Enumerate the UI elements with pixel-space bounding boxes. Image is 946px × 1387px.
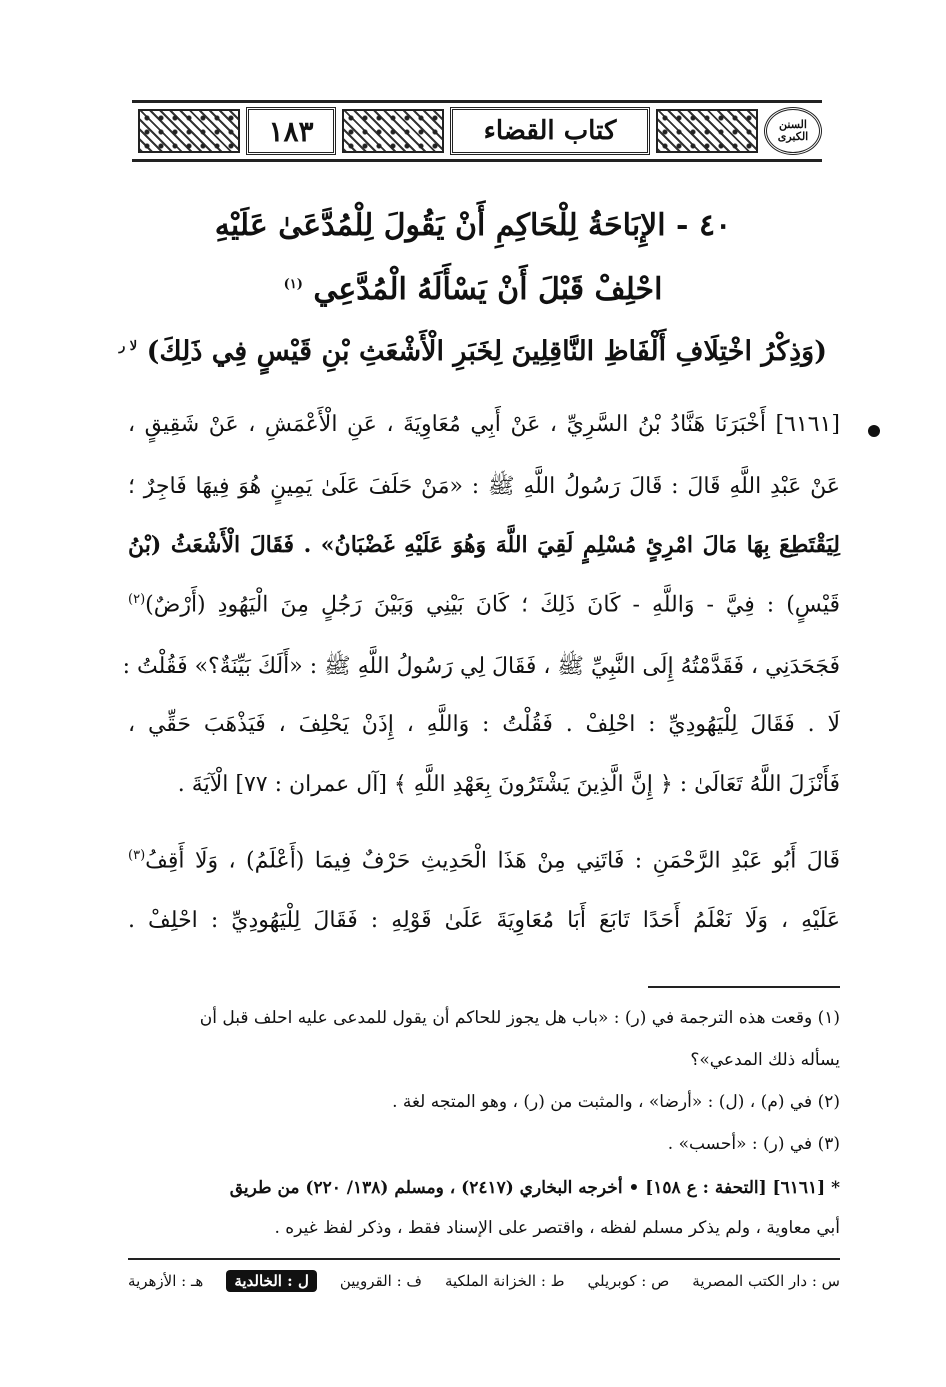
hadith-line xyxy=(128,592,840,617)
legend-item: ط : الخزانة الملكية xyxy=(444,1272,565,1290)
footnote-separator xyxy=(648,986,840,988)
hadith-bullet xyxy=(868,425,880,437)
legend-separator xyxy=(128,1258,840,1260)
page-header xyxy=(132,100,822,162)
legend-item: هـ : الأزهرية xyxy=(128,1272,204,1290)
hadith-line: لِيَقْتَطِعَ بِهَا مَالَ امْرِئٍ مُسْلِمٍ لَقِيَ اللَّهَ وَهُوَ عَلَيْهِ غَضْبَانُ» . فَقَالَ الْأَشْعَثُ (بْنُ xyxy=(128,532,840,558)
chapter-title-line-1: ٤٠ - الإِبَاحَةُ لِلْحَاكِمِ أَنْ يَقُولَ لِلْمُدَّعَىٰ عَلَيْهِ xyxy=(214,208,732,243)
legend-item: ف : القرويين xyxy=(339,1272,422,1290)
chapter-title-line-3 xyxy=(100,336,846,367)
takhrij-line-2: أبي معاوية ، ولم يذكر مسلم لفظه ، واقتصر على الإسناد فقط ، وذكر لفظ غيره . xyxy=(274,1218,840,1238)
chapter-subtitle-text: (وَذِكْرُ اخْتِلَافِ أَلْفَاظِ النَّاقِلِينَ لِخَبَرِ الْأَشْعَثِ بْنِ قَيْسٍ فِي ذَلِكَ) xyxy=(146,336,827,367)
manuscript-legend xyxy=(128,1264,840,1298)
takhrij-line-1: * [٦١٦١] [التحفة : ع ١٥٨] • أخرجه البخاري (٢٤١٧) ، ومسلم (١٣٨/ ٢٢٠) من طريق xyxy=(229,1178,840,1198)
commentary-line-text: قَالَ أَبُو عَبْدِ الرَّحْمَنِ : فَاتَنِي مِنْ هَذَا الْحَدِيثِ حَرْفٌ فِيمَا (أَعْلَمُ) ، وَلَا أَقِفُ xyxy=(145,848,840,874)
legend-item-highlighted: ل : الخالدية xyxy=(226,1270,317,1292)
footnote-1: (١) وقعت هذه الترجمة في (ر) : «باب هل يجوز للحاكم أن يقول للمدعى عليه احلف قبل أن xyxy=(199,1008,840,1028)
header-ornament xyxy=(138,109,240,153)
hadith-line: لَا . فَقَالَ لِلْيَهُودِيِّ : احْلِفْ . فَقُلْتُ : وَاللَّهِ ، إِذَنْ يَحْلِفَ ، فَيَذْهَبَ حَقِّي ، xyxy=(128,712,840,737)
hadith-line: فَجَحَدَنِي ، فَقَدَّمْتُهُ إِلَى النَّبِيِّ ﷺ ، فَقَالَ لِي رَسُولُ اللَّهِ ﷺ : «أَلَكَ بَيِّنَةٌ؟» فَقُلْتُ : xyxy=(122,654,840,679)
book-title: كتاب القضاء xyxy=(450,107,650,155)
footnote-3: (٣) في (ر) : «أحسب» . xyxy=(667,1134,840,1154)
hadith-line: فَأَنْزَلَ اللَّهُ تَعَالَىٰ : ﴿ إِنَّ الَّذِينَ يَشْتَرُونَ بِعَهْدِ اللَّهِ ﴾ [آل عمران : ٧٧] الْآيَةَ . xyxy=(177,772,840,797)
footnote-ref-1: (١) xyxy=(283,277,303,292)
legend-item: ص : كوبريلي xyxy=(587,1272,670,1290)
commentary-line: عَلَيْهِ ، وَلَا نَعْلَمُ أَحَدًا تَابَعَ أَبَا مُعَاوِيَةَ عَلَىٰ قَوْلِهِ : فَقَالَ لِلْيَهُودِيِّ : احْلِفْ . xyxy=(128,908,840,933)
manuscript-mark: لا ر xyxy=(119,339,138,354)
footnote-ref-3: (٣) xyxy=(128,848,146,863)
footnote-ref-2: (٢) xyxy=(128,592,146,607)
header-ornament xyxy=(656,109,758,153)
footnote-2: (٢) في (م) ، (ل) : «أرضا» ، والمثبت من (ر) ، وهو المتجه لغة . xyxy=(392,1092,840,1112)
hadith-line-text: قَيْسٍ) : فِيَّ - وَاللَّهِ - كَانَ ذَلِكَ ؛ كَانَ بَيْنِي وَبَيْنَ رَجُلٍ مِنَ الْيَهُودِ (أَرْضٌ) xyxy=(145,592,840,618)
commentary-line xyxy=(128,848,840,873)
footnote-1-continued: يسأله ذلك المدعي»؟ xyxy=(690,1050,840,1070)
book-emblem-logo: السنن الكبرى xyxy=(764,107,822,155)
chapter-title-line-2-text: احْلِفْ قَبْلَ أَنْ يَسْأَلَهُ الْمُدَّعِي xyxy=(313,272,663,307)
hadith-line: [٦١٦١] أَخْبَرَنَا هَنَّادُ بْنُ السَّرِيِّ ، عَنْ أَبِي مُعَاوِيَةَ ، عَنِ الْأَعْمَشِ ، عَنْ شَقِيقٍ ، xyxy=(128,412,840,437)
page-number: ١٨٣ xyxy=(246,107,336,155)
legend-item: س : دار الكتب المصرية xyxy=(692,1272,840,1290)
hadith-line: عَنْ عَبْدِ اللَّهِ قَالَ : قَالَ رَسُولُ اللَّهِ ﷺ : «مَنْ حَلَفَ عَلَىٰ يَمِينٍ هُوَ فِيهَا فَاجِرٌ ؛ xyxy=(128,474,840,499)
chapter-title-line-2 xyxy=(100,272,846,307)
header-ornament xyxy=(342,109,444,153)
